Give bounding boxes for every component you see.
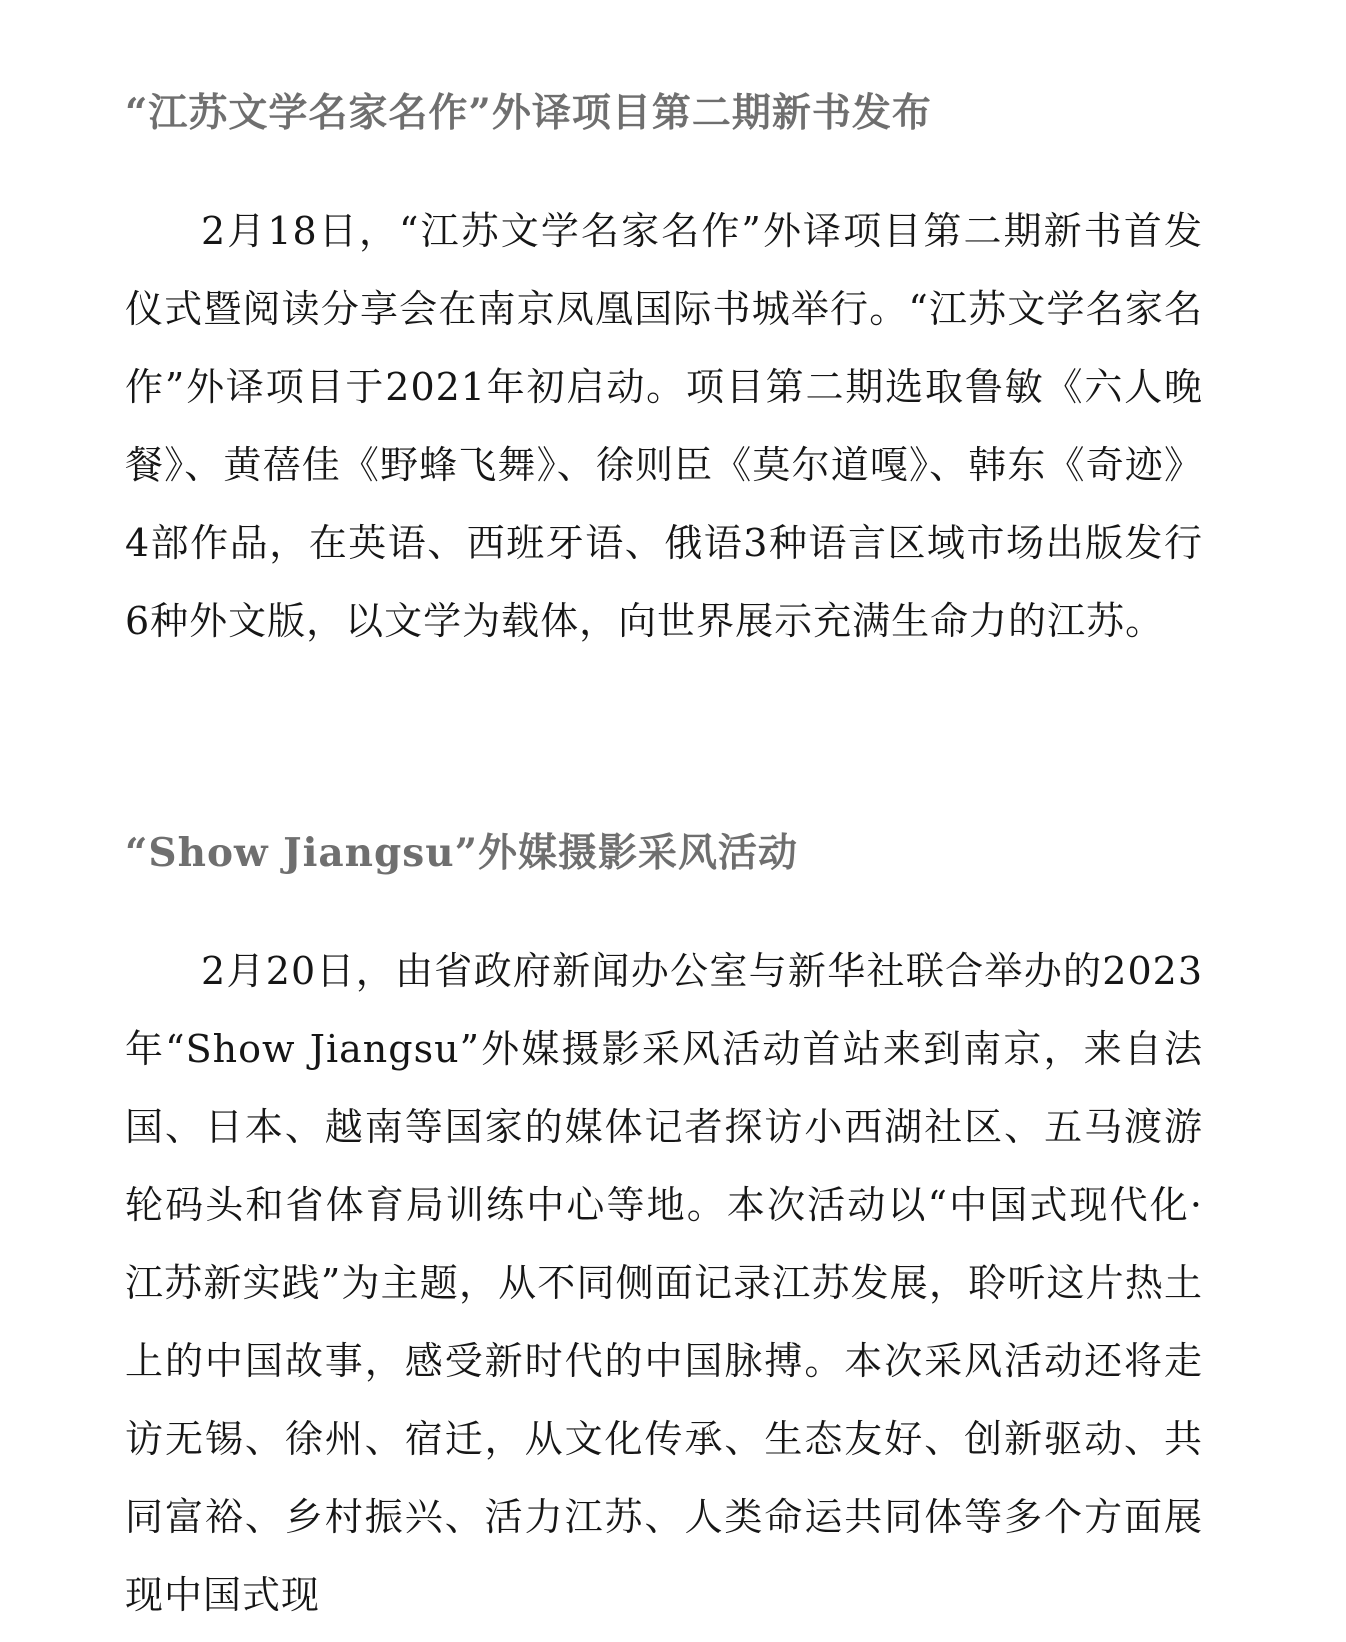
section-paragraph: 2月20日，由省政府新闻办公室与新华社联合举办的2023年“Show Jiangsu”外媒摄影采风活动首站来到南京，来自法国、日本、越南等国家的媒体记者探访小西湖社区、五马渡游轮码头和省体育局训练中心等地。本次活动以“中国式现代化·江苏新实践”为主题，从不同侧面记录江苏发展，聆听这片热土上的中国故事，感受新时代的中国脉搏。本次采风活动还将走访无锡、徐州、宿迁，从文化传承、生态友好、创新驱动、共同富裕、乡村振兴、活力江苏、人类命运共同体等多个方面展现中国式现 — [125, 949, 1203, 1617]
section-heading: “江苏文学名家名作”外译项目第二期新书发布 — [125, 90, 932, 136]
news-section-translation-project — [125, 86, 1203, 660]
section-paragraph: 2月18日，“江苏文学名家名作”外译项目第二期新书首发仪式暨阅读分享会在南京凤凰国际书城举行。“江苏文学名家名作”外译项目于2021年初启动。项目第二期选取鲁敏《六人晚餐》、黄蓓佳《野蜂飞舞》、徐则臣《莫尔道嘎》、韩东《奇迹》4部作品，在英语、西班牙语、俄语3种语言区域市场出版发行6种外文版，以文学为载体，向世界展示充满生命力的江苏。 — [125, 209, 1203, 643]
section-heading: “Show Jiangsu”外媒摄影采风活动 — [125, 830, 799, 876]
news-section-show-jiangsu — [125, 826, 1203, 1634]
document-page — [125, 0, 1203, 1642]
